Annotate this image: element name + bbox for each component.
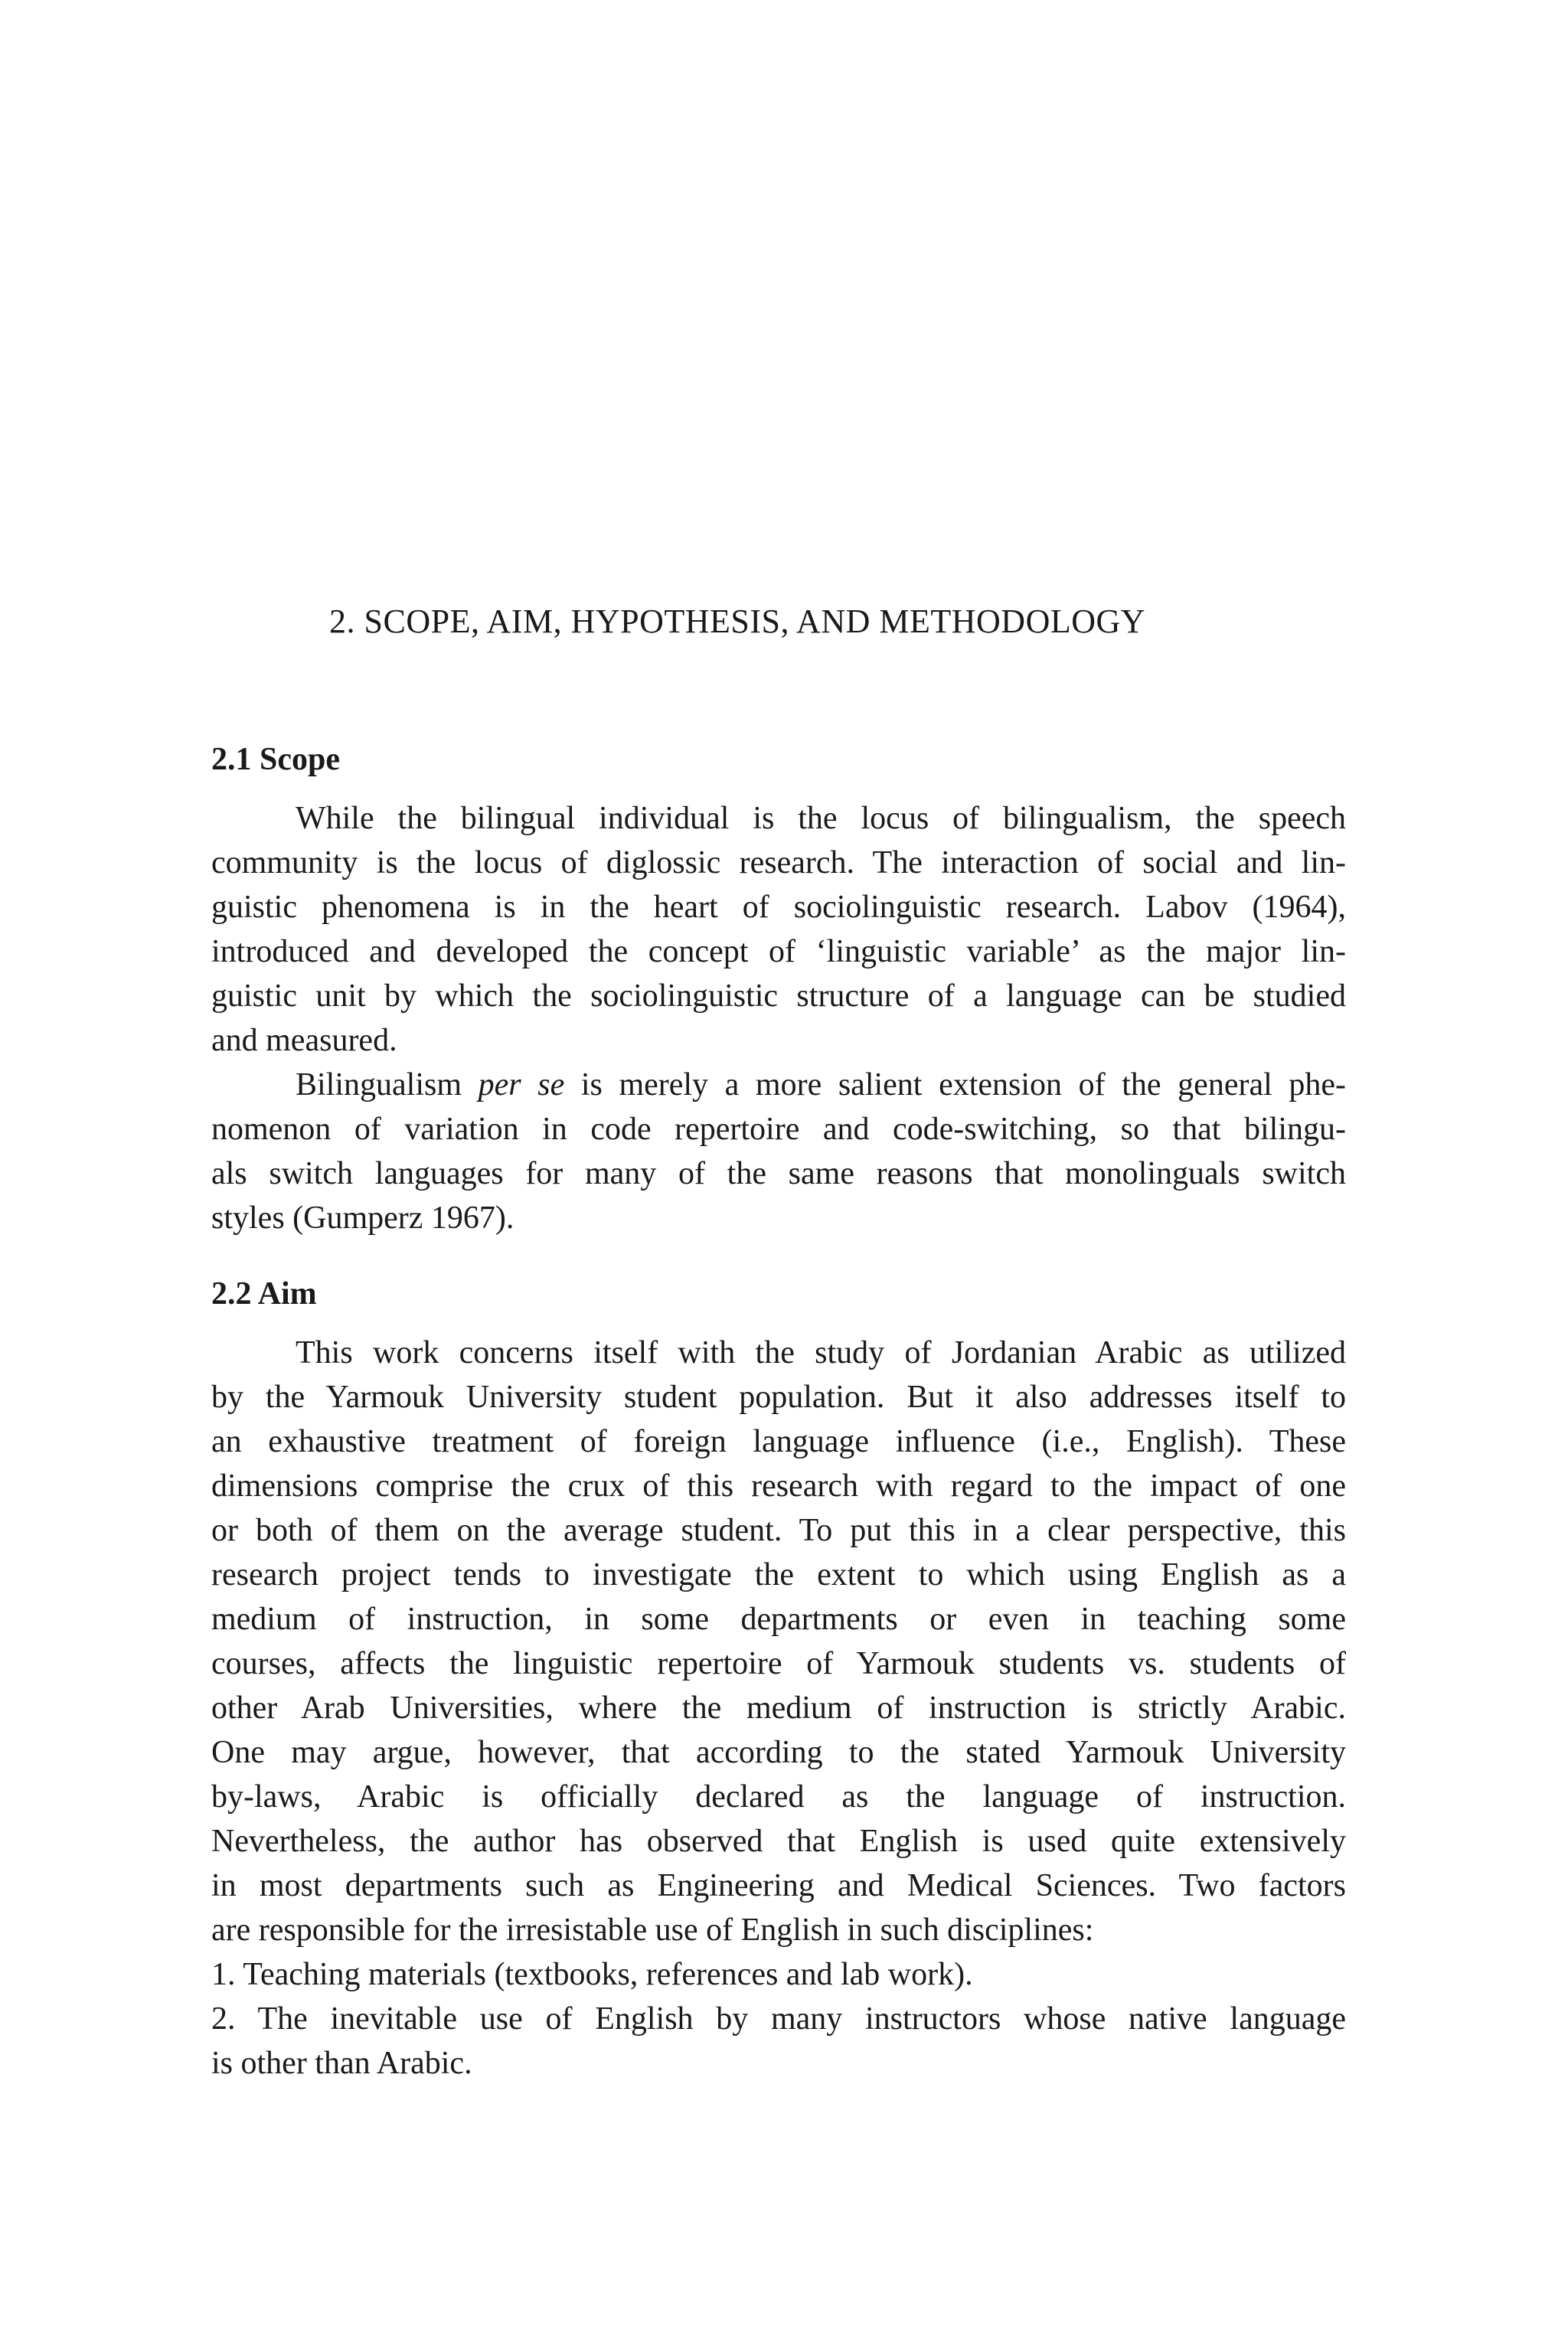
text-line: guistic phenomena is in the heart of sociolinguistic research. Labov (1964), xyxy=(211,890,1346,925)
text-run: is merely a more salient extension of the general phe- xyxy=(564,1067,1346,1102)
text-line: While the bilingual individual is the locus of bilingualism, the speech xyxy=(296,801,1346,836)
scope-paragraph-2 xyxy=(211,1063,1346,1240)
text-line: nomenon of variation in code repertoire and code-switching, so that bilingu- xyxy=(211,1112,1346,1147)
text-line: and measured. xyxy=(211,1023,397,1058)
list-item-continuation: is other than Arabic. xyxy=(211,2046,472,2081)
text-line: styles (Gumperz 1967). xyxy=(211,1200,514,1236)
text-line: Nevertheless, the author has observed that English is used quite extensively xyxy=(211,1824,1346,1859)
text-line: dimensions comprise the crux of this research with regard to the impact of one xyxy=(211,1468,1346,1504)
section-heading-aim: 2.2 Aim xyxy=(211,1276,317,1312)
chapter-title: 2. SCOPE, AIM, HYPOTHESIS, AND METHODOLOGY xyxy=(329,603,1146,640)
text-line: courses, affects the linguistic repertoire of Yarmouk students vs. students of xyxy=(211,1646,1346,1681)
text-line: or both of them on the average student. To put this in a clear perspective, this xyxy=(211,1513,1346,1548)
text-line: als switch languages for many of the same reasons that monolinguals switch xyxy=(211,1156,1346,1191)
scope-paragraph-1 xyxy=(211,796,1346,1063)
text-run: Bilingualism xyxy=(296,1067,479,1102)
text-line: other Arab Universities, where the medium of instruction is strictly Arabic. xyxy=(211,1690,1346,1726)
text-line xyxy=(211,1063,1346,1107)
text-line: are responsible for the irresistable use of English in such disciplines: xyxy=(211,1913,1094,1948)
text-line: medium of instruction, in some departments or even in teaching some xyxy=(211,1602,1346,1637)
text-line: introduced and developed the concept of ‘linguistic variable’ as the major lin- xyxy=(211,934,1346,969)
text-line: by-laws, Arabic is officially declared as the language of instruction. xyxy=(211,1779,1346,1815)
text-line: by the Yarmouk University student population. But it also addresses itself to xyxy=(211,1380,1346,1415)
section-heading-scope: 2.1 Scope xyxy=(211,742,340,777)
list-item: 2. The inevitable use of English by many instructors whose native language xyxy=(211,2001,1346,2037)
aim-paragraph-1 xyxy=(211,1331,1346,1952)
text-line: guistic unit by which the sociolinguistic structure of a language can be studied xyxy=(211,978,1346,1014)
list-item: 1. Teaching materials (textbooks, references and lab work). xyxy=(211,1957,973,1992)
aim-numbered-list xyxy=(211,1952,1346,2086)
text-line: This work concerns itself with the study of Jordanian Arabic as utilized xyxy=(296,1335,1346,1370)
text-line: community is the locus of diglossic research. The interaction of social and lin- xyxy=(211,845,1346,880)
text-line: an exhaustive treatment of foreign language influence (i.e., English). These xyxy=(211,1424,1346,1459)
text-line: One may argue, however, that according to the stated Yarmouk University xyxy=(211,1735,1346,1770)
emphasis-per-se: per se xyxy=(478,1067,565,1102)
text-line: research project tends to investigate the extent to which using English as a xyxy=(211,1557,1346,1592)
text-line: in most departments such as Engineering and Medical Sciences. Two factors xyxy=(211,1868,1346,1903)
